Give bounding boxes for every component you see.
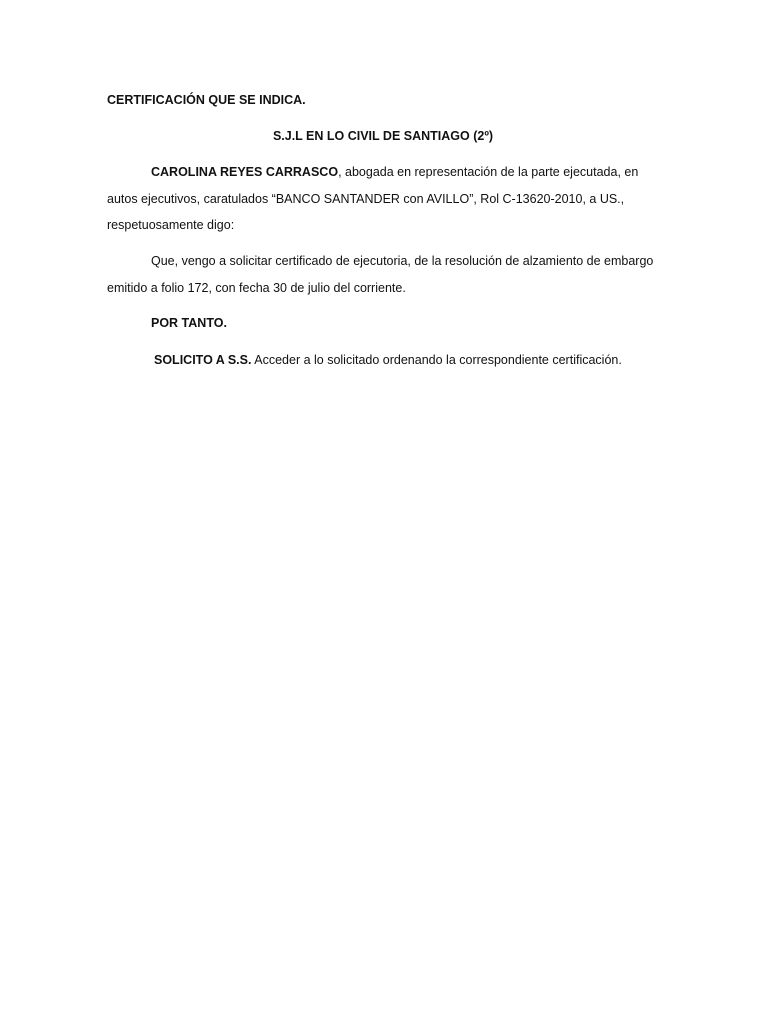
solicito-paragraph <box>107 347 659 374</box>
solicito-label: SOLICITO A S.S. <box>154 353 252 367</box>
lawyer-name: CAROLINA REYES CARRASCO <box>151 165 339 179</box>
document-heading: CERTIFICACIÓN QUE SE INDICA. <box>107 93 306 107</box>
solicito-text: Acceder a lo solicitado ordenando la correspondiente certificación. <box>251 353 622 367</box>
por-tanto-label: POR TANTO. <box>151 316 227 330</box>
request-paragraph: Que, vengo a solicitar certificado de ejecutoria, de la resolución de alzamiento de embargo emitido a folio 172, con fecha 30 de julio del corriente. <box>107 254 654 295</box>
court-name: S.J.L EN LO CIVIL DE SANTIAGO (2º) <box>272 129 494 143</box>
intro-paragraph <box>107 159 659 239</box>
intro-text: , abogada en representación de la parte ejecutada, en autos ejecutivos, caratulados “BANCO SANTANDER con AVILLO”, Rol C-13620-2010, a US., respetuosamente digo: <box>107 165 639 232</box>
